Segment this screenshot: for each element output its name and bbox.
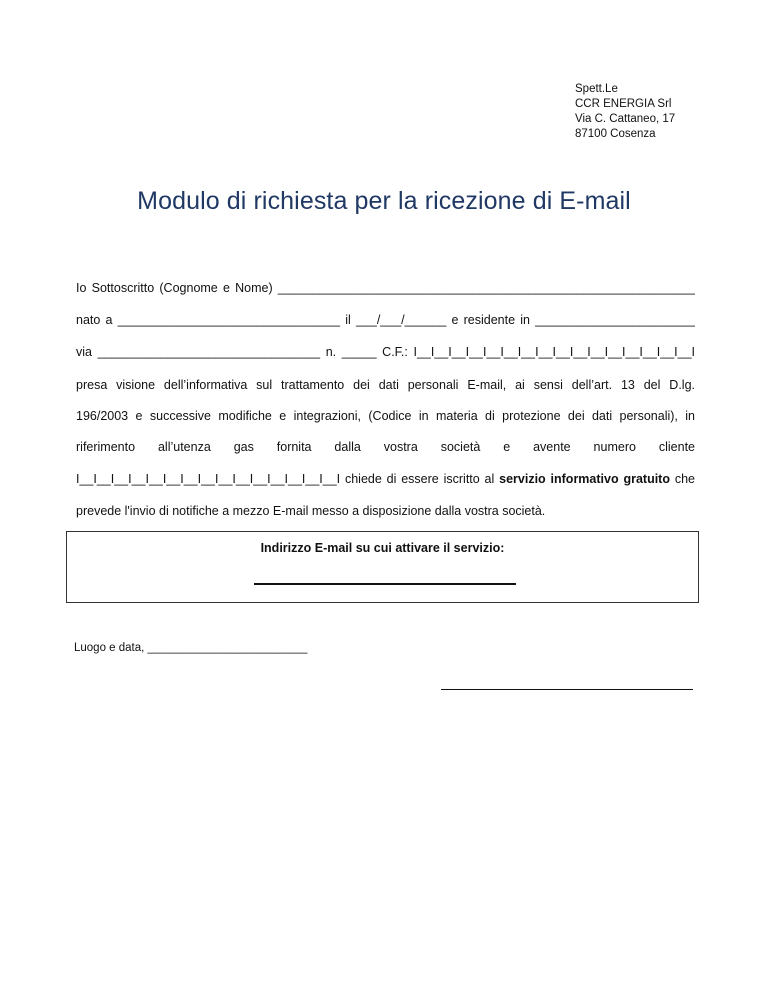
email-box bbox=[66, 531, 699, 603]
birth-residence-line[interactable]: nato a ________________________________ il ___/___/______ e residente in _______________________ bbox=[76, 313, 695, 327]
service-name: servizio informativo gratuito bbox=[499, 472, 670, 486]
customer-number-line[interactable] bbox=[76, 472, 695, 486]
recipient-city: 87100 Cosenza bbox=[575, 128, 656, 140]
body-text-line-2: 196/2003 e successive modifiche e integrazioni, (Codice in materia di protezione dei dati personali), in bbox=[76, 409, 695, 423]
email-input-line[interactable] bbox=[254, 583, 516, 585]
signature-line[interactable] bbox=[441, 689, 693, 690]
place-date-field[interactable]: Luogo e data, _________________________ bbox=[74, 642, 308, 654]
customer-number-post: che bbox=[669, 472, 695, 486]
recipient-company: CCR ENERGIA Srl bbox=[575, 98, 672, 110]
customer-number-pre: I__I__I__I__I__I__I__I__I__I__I__I__I__I__I__I chiede di essere iscritto al bbox=[76, 472, 500, 486]
name-line[interactable]: Io Sottoscritto (Cognome e Nome) ____________________________________________________________ bbox=[76, 281, 695, 295]
body-text-line-5: prevede l'invio di notifiche a mezzo E-mail messo a disposizione dalla vostra società. bbox=[76, 504, 546, 518]
body-text-line-1: presa visione dell’informativa sul trattamento dei dati personali E-mail, ai sensi dell’art. 13 del D.lg. bbox=[76, 378, 695, 392]
body-text-line-3: riferimento all’utenza gas fornita dalla vostra società e avente numero cliente bbox=[76, 440, 695, 454]
recipient-salutation: Spett.Le bbox=[575, 83, 618, 95]
recipient-street: Via C. Cattaneo, 17 bbox=[575, 113, 676, 125]
document-title: Modulo di richiesta per la ricezione di E-mail bbox=[137, 187, 631, 215]
address-fiscal-code-line[interactable]: via ________________________________ n. _____ C.F.: I__I__I__I__I__I__I__I__I__I__I__I__I__I__I__I__I bbox=[76, 345, 695, 359]
email-box-label: Indirizzo E-mail su cui attivare il servizio: bbox=[260, 541, 505, 555]
recipient-address bbox=[575, 82, 675, 142]
